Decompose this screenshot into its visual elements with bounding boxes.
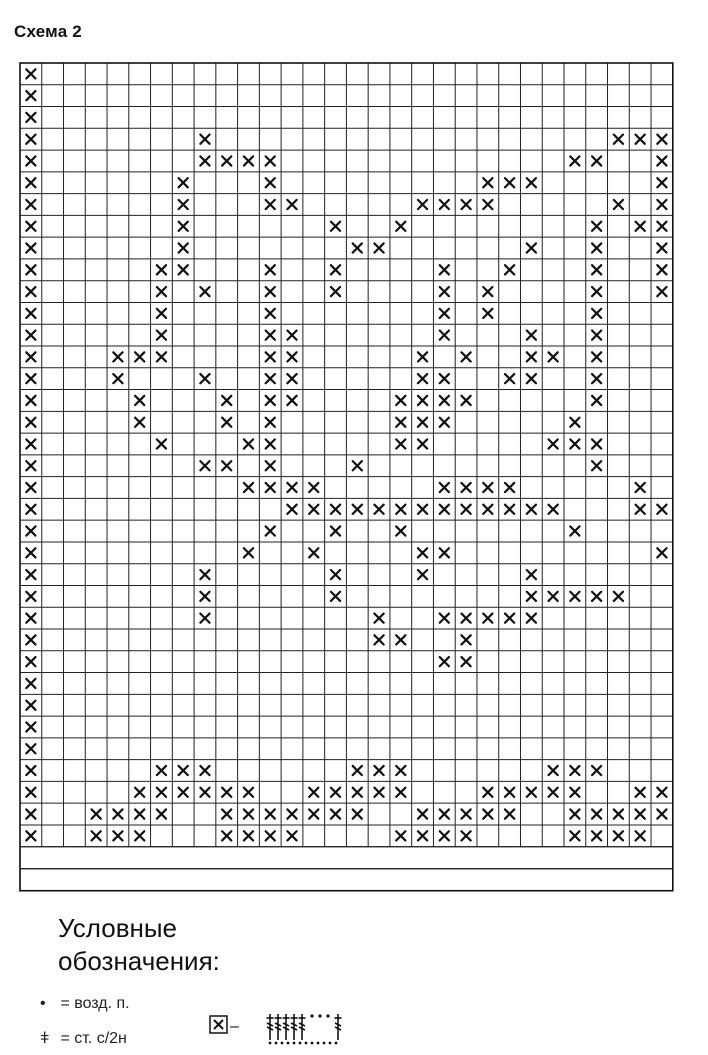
cross-mark [592,352,601,361]
cross-mark [331,592,340,601]
cross-mark [418,831,427,840]
cross-mark [461,657,470,666]
cross-mark [113,831,122,840]
cross-mark [287,809,296,818]
chain-dot-icon: • [40,995,46,1012]
legend-dc-text: = ст. с/2н [60,1030,127,1047]
cross-mark [614,809,623,818]
cross-mark [440,809,449,818]
cross-mark [200,287,209,296]
cross-mark [179,200,188,209]
cross-mark [505,265,514,274]
cross-mark [396,766,405,775]
cross-mark [200,461,209,470]
cross-mark [636,809,645,818]
cross-mark [483,505,492,514]
cross-mark [505,788,514,797]
cross-mark [331,265,340,274]
cross-mark [461,635,470,644]
cross-mark [374,614,383,623]
cross-mark [505,809,514,818]
cross-mark [26,526,35,535]
cross-mark [309,505,318,514]
cross-mark [26,548,35,557]
cross-mark [179,243,188,252]
cross-mark [636,788,645,797]
cross-mark [592,331,601,340]
cross-mark [527,788,536,797]
cross-mark [483,788,492,797]
cross-mark [222,788,231,797]
cross-mark [418,548,427,557]
cross-mark [266,396,275,405]
cross-mark [200,766,209,775]
cross-mark [614,200,623,209]
cross-mark [440,657,449,666]
cross-mark [657,243,666,252]
cross-mark [179,222,188,231]
cross-mark [26,374,35,383]
cross-mark [26,113,35,122]
cross-mark [570,831,579,840]
cross-mark [26,505,35,514]
cross-mark [570,526,579,535]
cross-mark [418,200,427,209]
cross-mark [461,831,470,840]
cross-mark [287,352,296,361]
cross-mark [396,222,405,231]
legend-cross-dash: – [230,1018,239,1035]
cross-mark [26,701,35,710]
cross-mark [440,265,449,274]
cross-mark [26,309,35,318]
cross-mark [374,766,383,775]
cross-mark [331,287,340,296]
cross-mark [505,374,514,383]
cross-mark [461,505,470,514]
cross-mark [614,831,623,840]
cross-mark [157,309,166,318]
cross-mark [135,788,144,797]
cross-mark [440,548,449,557]
cross-mark [266,331,275,340]
cross-mark [440,374,449,383]
cross-mark [440,483,449,492]
cross-mark [570,156,579,165]
cross-mark [461,200,470,209]
cross-mark [483,614,492,623]
cross-mark [26,635,35,644]
cross-mark [26,135,35,144]
cross-mark [657,200,666,209]
cross-mark [396,418,405,427]
cross-mark [636,483,645,492]
cross-mark [592,243,601,252]
cross-mark [26,831,35,840]
cross-mark [396,788,405,797]
legend-chain-stitch [40,995,130,1013]
cross-mark [396,635,405,644]
cross-mark [527,570,536,579]
cross-mark [527,592,536,601]
cross-mark [592,396,601,405]
cross-mark [440,418,449,427]
cross-mark [592,374,601,383]
cross-mark [222,156,231,165]
cross-mark [592,222,601,231]
cross-mark [614,135,623,144]
cross-mark [440,331,449,340]
legend-title-line2: обозначения: [58,946,220,976]
cross-mark [440,287,449,296]
x-in-square-icon [210,1016,227,1033]
cross-mark [461,396,470,405]
cross-mark [418,374,427,383]
cross-mark [244,156,253,165]
cross-mark [461,483,470,492]
cross-mark [157,809,166,818]
cross-mark [222,418,231,427]
cross-mark [331,570,340,579]
cross-mark [374,635,383,644]
cross-mark [592,265,601,274]
cross-mark [266,809,275,818]
cross-mark [440,309,449,318]
cross-mark [657,505,666,514]
cross-mark [418,396,427,405]
cross-mark [266,156,275,165]
cross-mark [353,243,362,252]
cross-mark [26,722,35,731]
stitch-group-icon [267,1014,342,1044]
cross-mark [222,461,231,470]
cross-mark [418,570,427,579]
cross-mark [244,809,253,818]
cross-mark [287,374,296,383]
cross-mark [461,809,470,818]
cross-mark [418,352,427,361]
cross-mark [26,439,35,448]
cross-mark [266,200,275,209]
cross-mark [92,809,101,818]
cross-mark [636,831,645,840]
cross-mark [657,222,666,231]
cross-mark [483,483,492,492]
cross-mark [570,439,579,448]
cross-mark [461,614,470,623]
cross-mark [549,439,558,448]
cross-mark [244,439,253,448]
cross-mark [26,352,35,361]
cross-mark [353,788,362,797]
cross-mark [244,483,253,492]
cross-mark [266,526,275,535]
cross-mark [396,526,405,535]
cross-mark [26,461,35,470]
cross-mark [26,766,35,775]
cross-mark [592,156,601,165]
cross-mark [396,831,405,840]
cross-mark [200,374,209,383]
chart-title: Схема 2 [14,22,82,41]
cross-mark [657,548,666,557]
cross-mark [657,178,666,187]
cross-mark [418,809,427,818]
cross-mark [570,418,579,427]
cross-mark [440,831,449,840]
cross-mark [200,156,209,165]
legend-double-crochet [40,1030,127,1048]
cross-mark [179,766,188,775]
cross-mark [549,766,558,775]
legend-chain-text: = возд. п. [60,995,130,1012]
cross-mark [527,352,536,361]
cross-mark [592,766,601,775]
cross-mark [592,831,601,840]
cross-mark [135,831,144,840]
cross-mark [26,657,35,666]
cross-mark [200,592,209,601]
cross-mark [200,614,209,623]
cross-mark [26,483,35,492]
cross-mark [135,418,144,427]
cross-mark [440,200,449,209]
cross-mark [374,788,383,797]
cross-mark [657,287,666,296]
grid-lines [20,63,673,847]
cross-mark [418,439,427,448]
double-crochet-icon: ǂ [40,1030,50,1047]
cross-mark [440,396,449,405]
cross-mark [26,178,35,187]
cross-mark [135,809,144,818]
cross-mark [200,135,209,144]
cross-mark [331,526,340,535]
cross-mark [157,352,166,361]
cross-mark [135,352,144,361]
cross-mark [549,505,558,514]
legend-title [58,912,220,978]
cross-mark [374,243,383,252]
cross-mark [26,679,35,688]
cross-mark [157,766,166,775]
cross-mark [483,200,492,209]
cross-mark [266,265,275,274]
cross-mark [527,178,536,187]
cross-mark [331,788,340,797]
cross-mark [244,548,253,557]
cross-mark [287,505,296,514]
cross-mark [527,243,536,252]
cross-mark [353,461,362,470]
cross-mark [287,200,296,209]
cross-mark [353,766,362,775]
cross-mark [331,505,340,514]
cross-mark [331,222,340,231]
cross-mark [26,809,35,818]
cross-mark [26,222,35,231]
cross-mark [26,287,35,296]
cross-mark [157,788,166,797]
cross-mark [592,309,601,318]
cross-mark [592,287,601,296]
cross-mark [549,352,558,361]
cross-mark [244,788,253,797]
cross-mark [266,831,275,840]
cross-mark [440,505,449,514]
cross-mark [636,222,645,231]
cross-mark [636,135,645,144]
cross-mark [113,352,122,361]
cross-mark [266,483,275,492]
cross-mark [200,570,209,579]
cross-mark [483,809,492,818]
cross-mark [26,744,35,753]
cross-mark [418,418,427,427]
cross-mark [657,156,666,165]
cross-mark [592,439,601,448]
cross-mark [418,505,427,514]
cross-mark [179,788,188,797]
cross-mark [483,287,492,296]
cross-mark [244,831,253,840]
cross-mark [309,788,318,797]
cross-mark [287,831,296,840]
cross-mark [570,788,579,797]
cross-mark [266,418,275,427]
cross-mark [549,592,558,601]
cross-mark [309,483,318,492]
cross-mark [26,243,35,252]
cross-mark [266,461,275,470]
cross-mark [527,505,536,514]
cross-mark [26,156,35,165]
cross-mark [26,91,35,100]
cross-mark [353,505,362,514]
cross-mark [657,788,666,797]
cross-mark [527,374,536,383]
cross-mark [287,396,296,405]
cross-mark [505,483,514,492]
cross-mark [157,287,166,296]
cross-mark [92,831,101,840]
cross-mark [461,352,470,361]
cross-mark [287,483,296,492]
cross-mark [222,809,231,818]
cross-mark [266,178,275,187]
cross-mark [26,570,35,579]
cross-mark [26,200,35,209]
cross-mark [505,505,514,514]
cross-mark [570,809,579,818]
cross-mark [374,505,383,514]
cross-mark [26,592,35,601]
cross-mark [157,439,166,448]
cross-mark [266,287,275,296]
cross-mark [179,178,188,187]
cross-mark [592,809,601,818]
cross-mark [440,614,449,623]
cross-mark [26,614,35,623]
cross-mark [570,592,579,601]
bottom-band-rows [20,847,673,891]
cross-mark [26,265,35,274]
cross-mark [26,418,35,427]
cross-mark [505,178,514,187]
cross-mark [157,265,166,274]
cross-mark [309,809,318,818]
cross-mark [26,331,35,340]
cross-mark [287,331,296,340]
legend-title-line1: Условные [58,913,178,943]
cross-mark [527,614,536,623]
cross-mark [309,548,318,557]
cross-mark [200,788,209,797]
cross-mark [222,396,231,405]
cross-mark [570,766,579,775]
cross-mark [396,396,405,405]
cross-mark [331,809,340,818]
cross-mark [113,809,122,818]
cross-mark [26,69,35,78]
cross-mark [179,265,188,274]
cross-mark [657,809,666,818]
cross-mark [222,831,231,840]
cross-mark [26,396,35,405]
cross-mark [353,809,362,818]
cross-mark [266,309,275,318]
cross-mark [657,135,666,144]
cross-mark [266,439,275,448]
cross-mark [614,592,623,601]
cross-mark [396,439,405,448]
cross-mark [592,461,601,470]
cross-mark [657,265,666,274]
cross-mark [157,331,166,340]
cross-mark [483,309,492,318]
legend-cross-cell [208,1012,368,1052]
cross-mark [26,788,35,797]
cross-mark [396,505,405,514]
cross-mark [505,614,514,623]
cross-mark [266,374,275,383]
cross-mark [266,352,275,361]
cross-mark [636,505,645,514]
cross-mark [527,331,536,340]
cross-mark [483,178,492,187]
cross-mark [592,592,601,601]
cross-mark [549,788,558,797]
cross-mark [113,374,122,383]
cross-mark [135,396,144,405]
